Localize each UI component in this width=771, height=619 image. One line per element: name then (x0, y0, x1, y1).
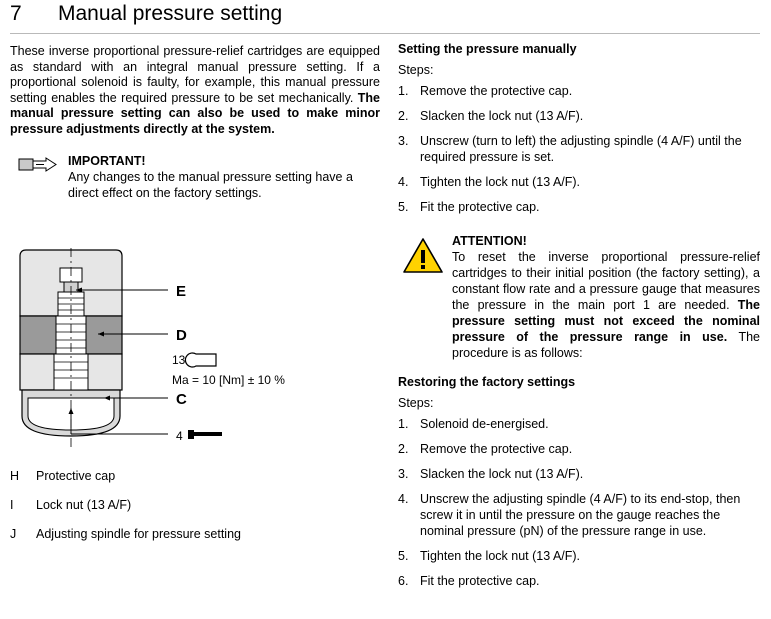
step-number: 6. (398, 574, 409, 588)
attention-text-part2: The procedure is as follows: (452, 330, 760, 360)
figure-legend (10, 468, 370, 555)
header-divider (10, 33, 760, 34)
legend-item (10, 468, 370, 484)
page-title: Manual pressure setting (58, 2, 283, 25)
svg-text:D: D (176, 327, 187, 344)
attention-note-body (452, 233, 760, 361)
step-item (398, 573, 760, 589)
step-number: 2. (398, 109, 409, 123)
section-title-restoring-factory: Restoring the factory settings (398, 375, 576, 389)
step-item (398, 133, 760, 165)
intro-paragraph (10, 44, 380, 137)
svg-text:Ma = 10 [Nm] ± 10 %: Ma = 10 [Nm] ± 10 % (172, 373, 285, 387)
step-text: Fit the protective cap. (420, 200, 540, 214)
step-item (398, 199, 760, 215)
attention-text-bold: The pressure setting must not exceed the nominal pressure of the pressure range in use. (452, 298, 760, 344)
step-number: 3. (398, 467, 409, 481)
step-number: 4. (398, 492, 409, 506)
right-column (398, 42, 760, 598)
step-number: 5. (398, 200, 409, 214)
step-text: Tighten the lock nut (13 A/F). (420, 549, 581, 563)
step-text: Unscrew the adjusting spindle (4 A/F) to its end-stop, then screw it in until the pressure on the gauge reaches the nominal pressure (pN) of the pressure range in use. (420, 492, 741, 538)
step-item (398, 83, 760, 99)
step-item (398, 548, 760, 564)
legend-text: Lock nut (13 A/F) (36, 498, 132, 512)
pointing-hand-icon (18, 155, 60, 175)
step-text: Remove the protective cap. (420, 84, 573, 98)
attention-note-text (452, 249, 760, 361)
attention-note (398, 233, 760, 361)
step-text: Slacken the lock nut (13 A/F). (420, 467, 584, 481)
chapter-number: 7 (10, 2, 22, 25)
step-text: Slacken the lock nut (13 A/F). (420, 109, 584, 123)
important-note-body (68, 153, 380, 201)
svg-text:4: 4 (176, 429, 183, 443)
important-note-title: IMPORTANT! (68, 154, 146, 168)
legend-key: J (10, 527, 17, 541)
legend-text: Protective cap (36, 469, 116, 483)
important-note-text: Any changes to the manual pressure setting have a direct effect on the factory settings. (68, 170, 353, 200)
step-number: 4. (398, 175, 409, 189)
intro-text-bold: The manual pressure setting can also be used to make minor pressure adjustments directly at the system. (10, 90, 380, 136)
left-column (10, 44, 380, 201)
steps-label-1: Steps: (398, 63, 434, 77)
step-number: 3. (398, 134, 409, 148)
section-title-manual-setting: Setting the pressure manually (398, 42, 577, 56)
steps-label-2: Steps: (398, 396, 434, 410)
important-note (10, 153, 380, 201)
step-item (398, 108, 760, 124)
step-text: Fit the protective cap. (420, 574, 540, 588)
steps-list-manual-setting (398, 83, 760, 215)
step-text: Tighten the lock nut (13 A/F). (420, 175, 581, 189)
step-number: 2. (398, 442, 409, 456)
legend-text: Adjusting spindle for pressure setting (36, 527, 241, 541)
legend-key: I (10, 498, 14, 512)
cartridge-cross-section-figure (8, 248, 368, 458)
step-item (398, 174, 760, 190)
svg-text:C: C (176, 391, 187, 408)
legend-item (10, 526, 370, 542)
steps-list-restoring-factory (398, 416, 760, 589)
step-number: 5. (398, 549, 409, 563)
page-header (10, 2, 760, 36)
step-number: 1. (398, 417, 409, 431)
step-number: 1. (398, 84, 409, 98)
legend-item (10, 497, 370, 513)
step-item (398, 466, 760, 482)
attention-text-part1: To reset the inverse proportional pressure-relief cartridges to their initial position (the factory setting), a constant flow rate and a pressure gauge that measures the pressure in the main port 1 are needed. (452, 250, 760, 312)
svg-text:13: 13 (172, 353, 186, 367)
svg-text:E: E (176, 283, 187, 300)
legend-key: H (10, 469, 20, 483)
step-item (398, 416, 760, 432)
step-text: Remove the protective cap. (420, 442, 573, 456)
step-item (398, 441, 760, 457)
step-text: Solenoid de-energised. (420, 417, 549, 431)
attention-note-title: ATTENTION! (452, 234, 527, 248)
intro-text-normal: These inverse proportional pressure-relief cartridges are equipped as standard with an integral manual pressure setting. If a proportional solenoid is faulty, for example, this manual pressure setting enables the required pressure to be set mechanically. (10, 44, 380, 105)
step-text: Unscrew (turn to left) the adjusting spindle (4 A/F) until the required pressure is set. (420, 134, 742, 164)
warning-triangle-icon (402, 237, 444, 275)
step-item (398, 491, 760, 539)
